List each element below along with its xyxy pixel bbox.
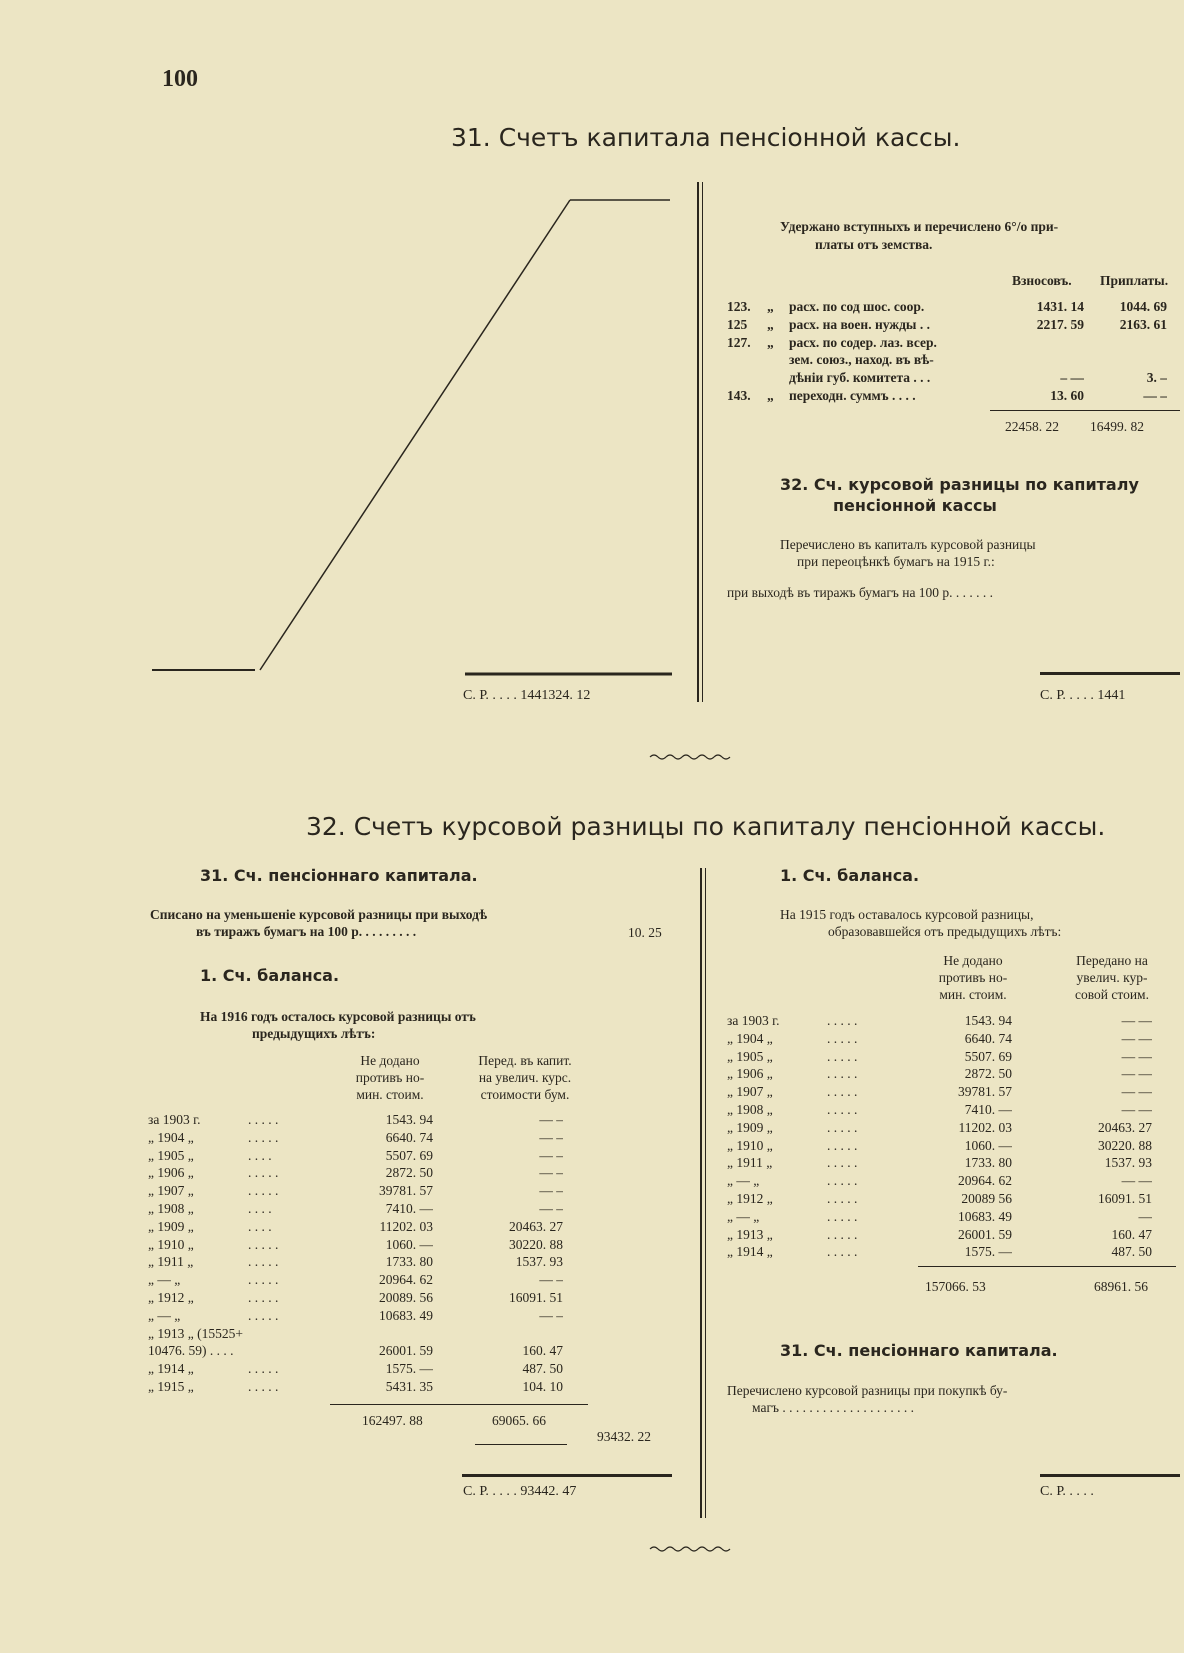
s32-right-sub1-title: 1. Сч. баланса.	[780, 866, 920, 885]
table-row: „ 1905 „ . . . . . 5507. 69 — —	[727, 1048, 1152, 1064]
s32-left-sub2-text-1: На 1916 годъ осталось курсовой разницы отъ	[200, 1009, 476, 1024]
s32-left-total-b: 69065. 66	[492, 1413, 546, 1428]
s32-left-sub2-text-2: предыдущихъ лѣтъ:	[252, 1026, 376, 1041]
s32-right-sub2-text-1: Перечислено курсовой разницы при покупкѣ бу-	[727, 1383, 1008, 1398]
page-number: 100	[162, 66, 198, 92]
table-row: „ — „ . . . . . 10683. 49 —	[727, 1208, 1152, 1224]
s32-right-col1-header: Не додано противъ но- мин. стоим.	[938, 953, 1008, 1002]
s31-total-a: 22458. 22	[1005, 419, 1059, 434]
table-row: „ 1905 „ . . . . 5507. 69 — –	[148, 1147, 563, 1163]
table-row: „ 1910 „ . . . . . 1060. — 30220. 88	[148, 1236, 563, 1252]
s32-right-sub1-text-1: На 1915 годъ оставалось курсовой разницы,	[780, 907, 1034, 922]
table-row: „ 1909 „ . . . . . 11202. 03 20463. 27	[727, 1119, 1152, 1135]
s31-total-b: 16499. 82	[1090, 419, 1144, 434]
table-row: „ 1908 „ . . . . 7410. — — –	[148, 1200, 563, 1216]
table-row: за 1903 г. . . . . . 1543. 94 — —	[727, 1013, 1152, 1028]
s31-row: 127. „ расх. по содер. лаз. всер.	[727, 334, 937, 350]
s32-left-sub2-title: 1. Сч. баланса.	[200, 966, 340, 985]
table-row: „ — „ . . . . . 20964. 62 — —	[727, 1173, 1152, 1189]
s32-left-sr-line	[462, 1474, 672, 1477]
wavy-separator-icon	[648, 752, 738, 762]
s32-left-net: 93432. 22	[597, 1429, 651, 1444]
section-31-title: 31. Счетъ капитала пенсіонной кассы.	[451, 123, 961, 152]
sub32-text-2: при переоцѣнкѣ бумагъ на 1915 г.:	[797, 554, 995, 569]
table-row: „ — „ . . . . . 10683. 49 — –	[148, 1307, 563, 1323]
blank-debit-diagonal	[140, 190, 680, 680]
table-row: „ 1912 „ . . . . . 20089. 56 16091. 51	[148, 1289, 563, 1305]
s32-right-sub2-text-2: магъ . . . . . . . . . . . . . . . . . . . .	[752, 1400, 914, 1415]
table-row: „ 1913 „ (15525+	[148, 1325, 243, 1341]
table-row: „ 1910 „ . . . . . 1060. — 30220. 88	[727, 1137, 1152, 1153]
sub32-title-1: 32. Сч. курсовой разницы по капиталу	[780, 475, 1139, 494]
s32-left-sub1-value: 10. 25	[628, 925, 662, 940]
s32-left-table	[148, 1111, 588, 1396]
s31-row: 143. „ переходн. суммъ . . . . 13. 60 — –	[727, 387, 1167, 403]
s31-row: 123. „ расх. по сод шос. соор. 1431. 14 1044. 69	[727, 299, 1167, 314]
s32-right-col2-header: Передано на увелич. кур- совой стоим.	[1075, 953, 1149, 1002]
table-row: „ 1911 „ . . . . . 1733. 80 1537. 93	[148, 1254, 563, 1270]
s32-left-sub1-text-1: Списано на уменьшеніе курсовой разницы при выходѣ	[150, 907, 488, 922]
table-row: „ 1909 „ . . . . 11202. 03 20463. 27	[148, 1218, 563, 1234]
s32-left-sum-line	[330, 1404, 588, 1405]
s32-right-sr-line	[1040, 1474, 1180, 1477]
table-row: „ 1911 „ . . . . . 1733. 80 1537. 93	[727, 1155, 1152, 1171]
table-row: „ 1906 „ . . . . . 2872. 50 — –	[148, 1165, 563, 1181]
s32-right-sr: С. Р. . . . .	[1040, 1484, 1094, 1499]
s32-right-sub2-title: 31. Сч. пенсіоннаго капитала.	[780, 1341, 1058, 1360]
s32-right-total-b: 68961. 56	[1094, 1279, 1148, 1294]
s31-row: зем. союз., наход. въ вѣ-	[789, 352, 934, 368]
sub32-text-1: Перечислено въ капиталъ курсовой разницы	[780, 537, 1036, 552]
s31-sr-left: С. Р. . . . . 1441324. 12	[463, 688, 591, 703]
table-row: за 1903 г. . . . . . 1543. 94 — –	[148, 1112, 563, 1127]
s32-left-sr: С. Р. . . . . 93442. 47	[463, 1484, 577, 1499]
table-row: „ 1906 „ . . . . . 2872. 50 — —	[727, 1066, 1152, 1082]
divider-31-thin	[702, 182, 703, 702]
table-row: „ 1908 „ . . . . . 7410. — — —	[727, 1101, 1152, 1117]
table-row: „ 1913 „ . . . . . 26001. 59 160. 47	[727, 1226, 1152, 1242]
s32-right-table	[727, 1012, 1177, 1261]
s32-right-sum-line	[918, 1266, 1176, 1267]
divider-32	[700, 868, 702, 1518]
table-row: „ 1907 „ . . . . . 39781. 57 — –	[148, 1183, 563, 1199]
s31-row: 125 „ расх. на воен. нужды . . 2217. 59 2163. 61	[727, 316, 1167, 332]
s32-left-sub1-title: 31. Сч. пенсіоннаго капитала.	[200, 866, 478, 885]
s31-sr-right: С. Р. . . . . 1441	[1040, 688, 1126, 703]
section-32-title: 32. Счетъ курсовой разницы по капиталу пенсіонной кассы.	[306, 812, 1106, 841]
s32-left-col1-header: Не додано противъ но- мин. стоим.	[355, 1053, 425, 1102]
s32-left-net-line	[475, 1444, 567, 1445]
divider-32-thin	[705, 868, 706, 1518]
s31-row: дѣніи губ. комитета . . . – — 3. –	[789, 370, 1167, 386]
table-row: „ 1912 „ . . . . . 20089 56 16091. 51	[727, 1190, 1152, 1206]
s31-sum-line	[990, 410, 1180, 411]
table-row: 10476. 59) . . . . 26001. 59 160. 47	[148, 1343, 563, 1359]
sub32-text-3: при выходѣ въ тиражъ бумагъ на 100 р. . . . . . .	[727, 585, 994, 600]
table-row: „ — „ . . . . . 20964. 62 — –	[148, 1272, 563, 1288]
table-row: „ 1914 „ . . . . . 1575. — 487. 50	[148, 1361, 563, 1377]
s32-left-total-a: 162497. 88	[362, 1413, 423, 1428]
table-row: „ 1907 „ . . . . . 39781. 57 — —	[727, 1084, 1152, 1100]
s32-right-total-a: 157066. 53	[925, 1279, 986, 1294]
s31-col-vznos: Взносовъ.	[1012, 273, 1072, 288]
s31-right-sr-line	[1040, 672, 1180, 675]
s32-right-sub1-text-2: образовавшейся отъ предыдущихъ лѣтъ:	[828, 924, 1062, 939]
table-row: „ 1904 „ . . . . . 6640. 74 — —	[727, 1030, 1152, 1046]
s32-left-sub1-text-2: въ тиражъ бумагъ на 100 р. . . . . . . . .	[196, 924, 417, 939]
divider-31	[697, 182, 699, 702]
s31-entries	[727, 298, 1167, 405]
s31-right-intro-1: Удержано вступныхъ и перечислено 6°/о при-	[780, 219, 1059, 234]
sub32-title-2: пенсіонной кассы	[833, 496, 997, 515]
s32-left-col2-header: Перед. въ капит. на увелич. курс. стоимости бум.	[478, 1053, 572, 1102]
table-row: „ 1904 „ . . . . . 6640. 74 — –	[148, 1129, 563, 1145]
s31-right-intro-2: платы отъ земства.	[815, 237, 933, 252]
s31-col-pripl: Приплаты.	[1100, 273, 1169, 288]
table-row: „ 1915 „ . . . . . 5431. 35 104. 10	[148, 1378, 563, 1394]
table-row: „ 1914 „ . . . . . 1575. — 487. 50	[727, 1244, 1152, 1260]
wavy-separator-icon	[648, 1544, 738, 1554]
